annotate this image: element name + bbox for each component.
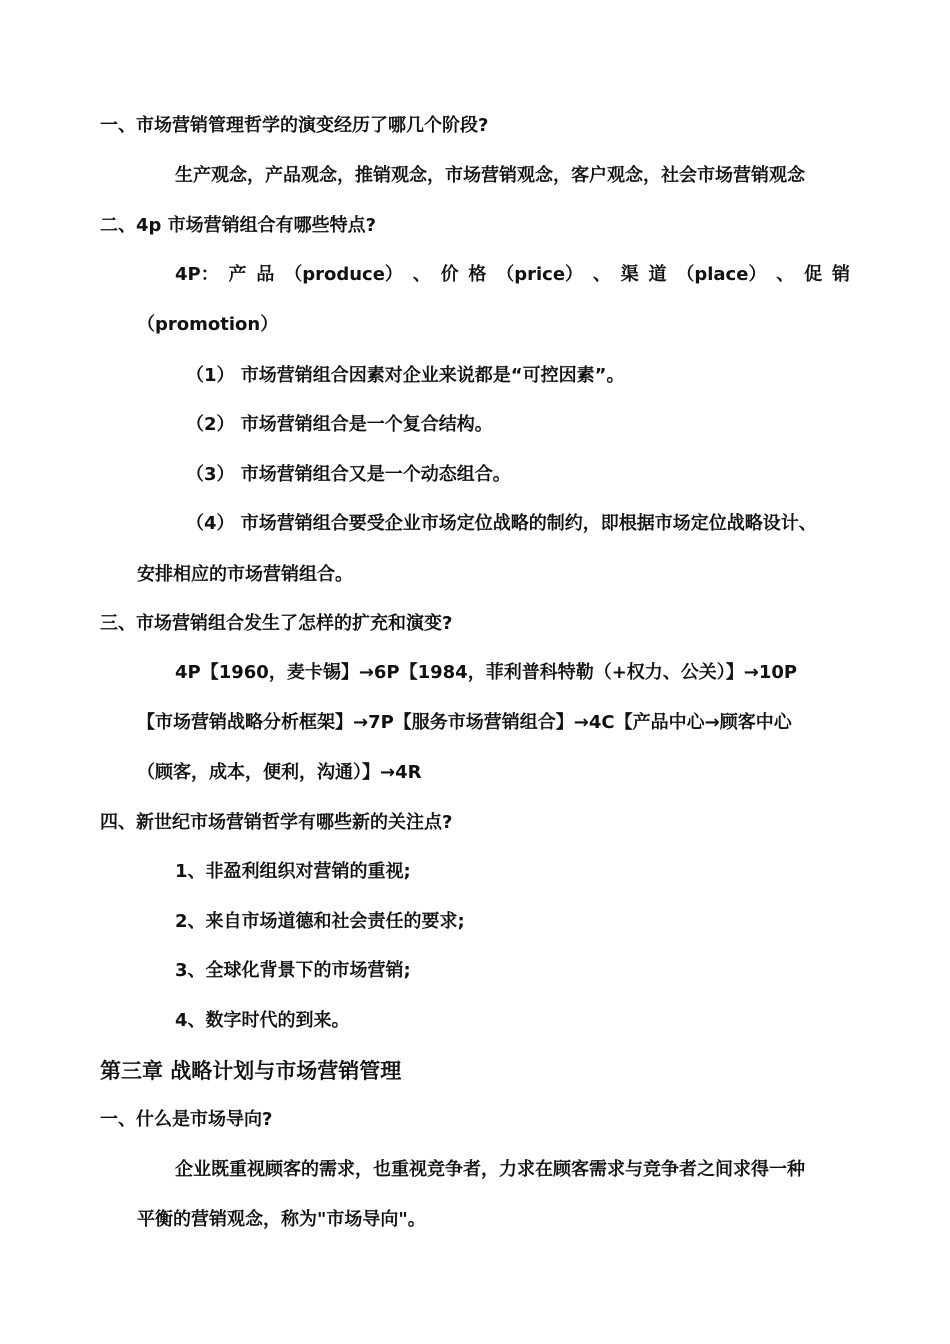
- answer-2-part: 品: [256, 264, 275, 285]
- list-item: 1、非盈利组织对营销的重视;: [175, 861, 411, 882]
- answer-2-line-1: [175, 263, 850, 287]
- answer-3-line-2: 【市场营销战略分析框架】→7P【服务市场营销组合】→4C【产品中心→顾客中心: [137, 712, 792, 733]
- answer-1: 生产观念，产品观念，推销观念，市场营销观念，客户观念，社会市场营销观念: [175, 165, 805, 186]
- list-item: （3） 市场营销组合又是一个动态组合。: [186, 464, 511, 485]
- answer-2-part: 、: [776, 264, 795, 285]
- list-item: （4） 市场营销组合要受企业市场定位战略的制约，即根据市场定位战略设计、: [186, 513, 817, 534]
- answer-3-line-3: （顾客，成本，便利，沟通）】→4R: [137, 762, 422, 783]
- list-item: （2） 市场营销组合是一个复合结构。: [186, 414, 493, 435]
- list-item: 3、全球化背景下的市场营销;: [175, 960, 411, 981]
- chapter-title: 第三章 战略计划与市场营销管理: [100, 1059, 402, 1083]
- answer-2-part: 促: [804, 264, 823, 285]
- answer-2-part: 渠: [620, 264, 639, 285]
- answer-2-part: 销: [831, 264, 850, 285]
- question-4: 四、新世纪市场营销哲学有哪些新的关注点?: [100, 812, 453, 833]
- chapter-answer-line-2: 平衡的营销观念，称为"市场导向"。: [137, 1209, 426, 1230]
- answer-2-part: 、: [592, 264, 611, 285]
- list-item: （1） 市场营销组合因素对企业来说都是“可控因素”。: [186, 365, 625, 386]
- question-1: 一、市场营销管理哲学的演变经历了哪几个阶段?: [100, 115, 489, 136]
- answer-2-part: （place）: [676, 264, 767, 285]
- answer-2-part: 格: [468, 264, 487, 285]
- question-3: 三、市场营销组合发生了怎样的扩充和演变?: [100, 613, 453, 634]
- list-item-continuation: 安排相应的市场营销组合。: [137, 564, 353, 585]
- answer-2-part: （produce）: [284, 264, 403, 285]
- list-item: 2、来自市场道德和社会责任的要求;: [175, 911, 465, 932]
- answer-2-part: 4P：: [175, 264, 219, 285]
- list-item: 4、数字时代的到来。: [175, 1010, 350, 1031]
- answer-2-part: 道: [648, 264, 667, 285]
- answer-2-part: 产: [228, 264, 247, 285]
- answer-2-part: （price）: [496, 264, 584, 285]
- answer-2-line-2: （promotion）: [137, 314, 279, 335]
- answer-3-line-1: 4P【1960，麦卡锡】→6P【1984，菲利普科特勒（+权力、公关）】→10P: [175, 662, 798, 683]
- answer-2-part: 、: [412, 264, 431, 285]
- answer-2-part: 价: [440, 264, 459, 285]
- chapter-question-1: 一、什么是市场导向?: [100, 1109, 273, 1130]
- question-2: 二、4p 市场营销组合有哪些特点?: [100, 215, 377, 236]
- chapter-answer-line-1: 企业既重视顾客的需求，也重视竞争者，力求在顾客需求与竞争者之间求得一种: [175, 1159, 805, 1180]
